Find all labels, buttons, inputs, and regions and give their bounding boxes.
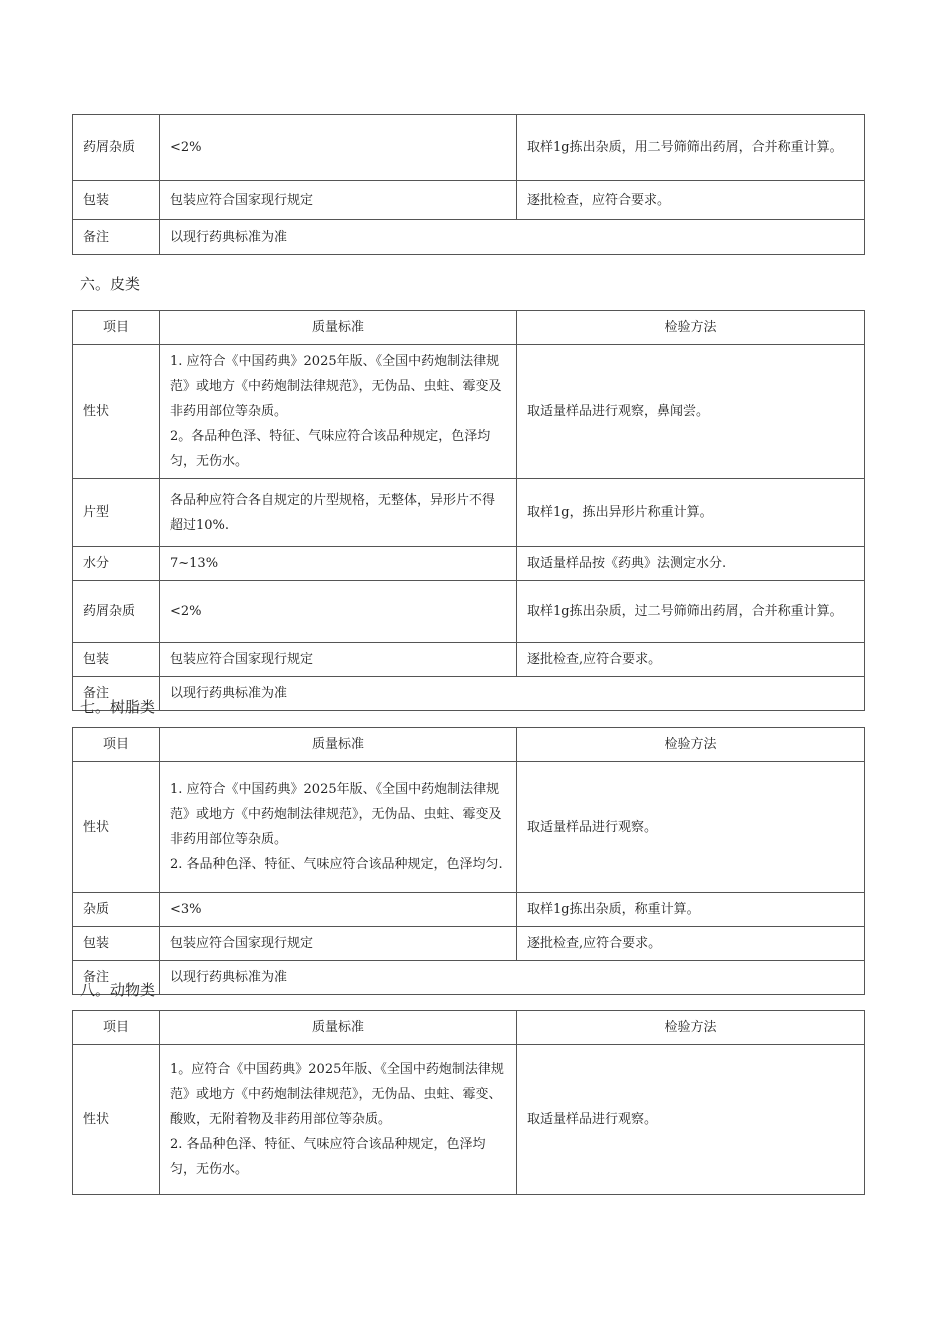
- header-standard: 质量标准: [160, 728, 517, 762]
- standard-cell: <2%: [160, 581, 517, 643]
- method-cell: 取样1g拣出杂质，用二号筛筛出药屑，合并称重计算。: [517, 115, 865, 181]
- method-cell: 取样1g，拣出异形片称重计算。: [517, 479, 865, 547]
- table-header-row: [73, 1011, 865, 1045]
- standard-cell: [160, 762, 517, 893]
- section-title: 七。树脂类: [80, 698, 156, 716]
- method-cell: 逐批检查,应符合要求。: [517, 927, 865, 961]
- method-cell: 取适量样品按《药典》法测定水分.: [517, 547, 865, 581]
- table-row: [73, 181, 865, 220]
- method-cell: 取样1g拣出杂质，称重计算。: [517, 893, 865, 927]
- table-row: [73, 961, 865, 995]
- item-cell: 水分: [73, 547, 160, 581]
- table-bark: [72, 310, 865, 711]
- method-cell: 取适量样品进行观察，鼻闻尝。: [517, 345, 865, 479]
- method-cell: 逐批检查，应符合要求。: [517, 181, 865, 220]
- table-row: [73, 1045, 865, 1195]
- item-cell: 包装: [73, 927, 160, 961]
- standard-cell: 以现行药典标准为准: [160, 677, 865, 711]
- standard-cell: 7~13%: [160, 547, 517, 581]
- method-cell: 取样1g拣出杂质，过二号筛筛出药屑，合并称重计算。: [517, 581, 865, 643]
- standard-line: 2。各品种色泽、特征、气味应符合该品种规定，色泽均匀，无伤水。: [170, 429, 491, 469]
- header-standard: 质量标准: [160, 311, 517, 345]
- method-cell: 逐批检查,应符合要求。: [517, 643, 865, 677]
- item-cell: 性状: [73, 345, 160, 479]
- item-cell: 性状: [73, 1045, 160, 1195]
- table-resin: [72, 727, 865, 995]
- item-cell: 包装: [73, 643, 160, 677]
- item-cell: 包装: [73, 181, 160, 220]
- header-method: 检验方法: [517, 1011, 865, 1045]
- table-row: [73, 893, 865, 927]
- standard-cell: 包装应符合国家现行规定: [160, 181, 517, 220]
- standard-cell: <2%: [160, 115, 517, 181]
- item-cell: 药屑杂质: [73, 581, 160, 643]
- table-row: [73, 345, 865, 479]
- table-row: [73, 479, 865, 547]
- standard-line: 2. 各品种色泽、特征、气味应符合该品种规定，色泽均匀，无伤水。: [170, 1137, 486, 1177]
- table-continued: [72, 114, 865, 255]
- table-row: [73, 547, 865, 581]
- standard-cell: 各品种应符合各自规定的片型规格，无整体，异形片不得超过10%.: [160, 479, 517, 547]
- item-cell: 药屑杂质: [73, 115, 160, 181]
- standard-cell: 包装应符合国家现行规定: [160, 927, 517, 961]
- header-method: 检验方法: [517, 728, 865, 762]
- method-cell: 取适量样品进行观察。: [517, 762, 865, 893]
- section-title: 六。皮类: [80, 275, 141, 293]
- header-item: 项目: [73, 311, 160, 345]
- item-cell: 杂质: [73, 893, 160, 927]
- header-standard: 质量标准: [160, 1011, 517, 1045]
- table-row: [73, 581, 865, 643]
- item-cell: 性状: [73, 762, 160, 893]
- standard-line: 1。应符合《中国药典》2025年版、《全国中药炮制法律规范》或地方《中药炮制法律规范》，无伪品、虫蛀、霉变、酸败，无附着物及非药用部位等杂质。: [170, 1062, 504, 1127]
- item-cell: 备注: [73, 961, 160, 995]
- table-header-row: [73, 311, 865, 345]
- standard-cell: 以现行药典标准为准: [160, 220, 865, 255]
- item-cell: 片型: [73, 479, 160, 547]
- table-animal: [72, 1010, 865, 1195]
- standard-cell: 包装应符合国家现行规定: [160, 643, 517, 677]
- table-row: [73, 220, 865, 255]
- standard-line: 1. 应符合《中国药典》2025年版、《全国中药炮制法律规范》或地方《中药炮制法律规范》，无伪品、虫蛀、霉变及非药用部位等杂质。: [170, 354, 502, 419]
- standard-line: 1. 应符合《中国药典》2025年版、《全国中药炮制法律规范》或地方《中药炮制法律规范》，无伪品、虫蛀、霉变及非药用部位等杂质。: [170, 782, 502, 847]
- table-header-row: [73, 728, 865, 762]
- standard-cell: <3%: [160, 893, 517, 927]
- standard-line: 2. 各品种色泽、特征、气味应符合该品种规定，色泽均匀.: [170, 857, 503, 872]
- table-row: [73, 762, 865, 893]
- table-row: [73, 643, 865, 677]
- table-row: [73, 115, 865, 181]
- standard-cell: 以现行药典标准为准: [160, 961, 865, 995]
- standard-cell: [160, 1045, 517, 1195]
- method-cell: 取适量样品进行观察。: [517, 1045, 865, 1195]
- header-method: 检验方法: [517, 311, 865, 345]
- standard-cell: [160, 345, 517, 479]
- header-item: 项目: [73, 1011, 160, 1045]
- table-row: [73, 927, 865, 961]
- section-title: 八。动物类: [80, 981, 156, 999]
- item-cell: 备注: [73, 220, 160, 255]
- header-item: 项目: [73, 728, 160, 762]
- table-row: [73, 677, 865, 711]
- item-cell: 备注: [73, 677, 160, 711]
